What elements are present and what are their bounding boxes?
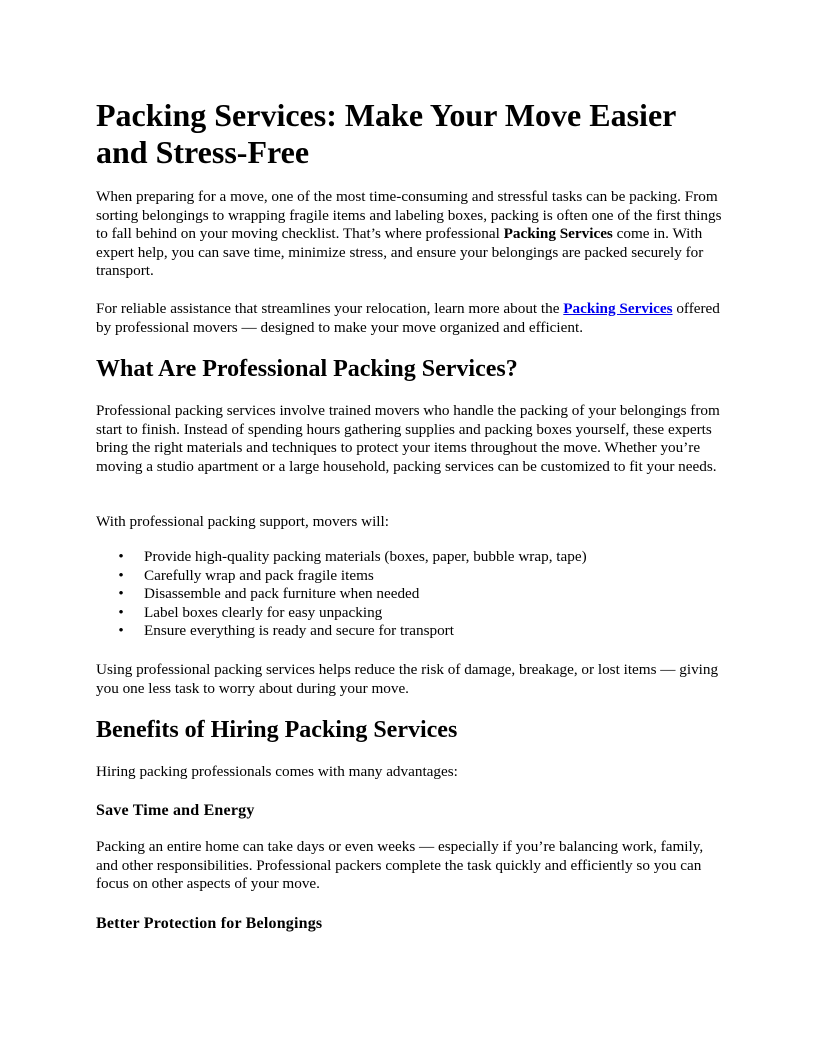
section1-paragraph-2: With professional packing support, movers will: xyxy=(96,513,389,530)
intro-paragraph-1 xyxy=(96,188,722,281)
bullet-icon: • xyxy=(118,548,124,565)
intro2-text-after: offered by professional movers — designed to make your move organized and efficient. xyxy=(96,300,720,336)
intro-text-after: come in. With expert help, you can save time, minimize stress, and ensure your belongings are packed securely for transport. xyxy=(96,225,704,280)
list-item-text: Disassemble and pack furniture when needed xyxy=(144,585,420,603)
list-item xyxy=(96,604,720,623)
intro2-text-before: For reliable assistance that streamlines your relocation, learn more about the xyxy=(96,300,564,317)
packing-services-link[interactable]: Packing Services xyxy=(563,300,673,317)
save-time-paragraph: Packing an entire home can take days or even weeks — especially if you’re balancing work, family, and other responsibilities. Professional packers complete the task quickly and efficiently so you can focus on other aspects of your move. xyxy=(96,838,704,893)
section2-intro: Hiring packing professionals comes with many advantages: xyxy=(96,763,458,780)
bullet-icon: • xyxy=(118,622,124,640)
section-heading-what-are: What Are Professional Packing Services? xyxy=(96,356,518,382)
list-item-text: Carefully wrap and pack fragile items xyxy=(144,566,374,584)
subheading-better-protection: Better Protection for Belongings xyxy=(96,915,323,932)
intro-text-before: When preparing for a move, one of the most time-consuming and stressful tasks can be packing. From sorting belongings to wrapping fragile items and labeling boxes, packing is often one of the first things to fall behind on your moving checklist. That’s where professional xyxy=(96,188,722,243)
bullet-icon: • xyxy=(118,566,124,584)
section1-paragraph-3: Using professional packing services helps reduce the risk of damage, breakage, or lost items — giving you one less task to worry about during your move. xyxy=(96,661,719,697)
services-bullet-list xyxy=(96,548,720,641)
section-heading-benefits: Benefits of Hiring Packing Services xyxy=(96,717,458,743)
intro-paragraph-2 xyxy=(96,300,722,337)
list-item xyxy=(96,548,720,567)
page-title: Packing Services: Make Your Move Easier and Stress-Free xyxy=(96,97,676,170)
section1-paragraph-1: Professional packing services involve trained movers who handle the packing of your belongings from start to finish. Instead of spending hours gathering supplies and packing boxes yourself, these experts bring the right materials and techniques to protect your items throughout the move. Whether you’re moving a studio apartment or a large household, packing services can be customized to fit your needs. xyxy=(96,402,720,475)
list-item xyxy=(96,585,720,604)
list-item-text: Ensure everything is ready and secure for transport xyxy=(144,622,454,640)
list-item-text: Provide high-quality packing materials (boxes, paper, bubble wrap, tape) xyxy=(144,548,587,565)
bullet-icon: • xyxy=(118,585,124,603)
list-item xyxy=(96,567,720,586)
subheading-save-time: Save Time and Energy xyxy=(96,802,255,819)
list-item-text: Label boxes clearly for easy unpacking xyxy=(144,603,383,621)
intro-bold-term: Packing Services xyxy=(503,225,613,243)
bullet-icon: • xyxy=(118,603,124,621)
list-item xyxy=(96,622,720,641)
